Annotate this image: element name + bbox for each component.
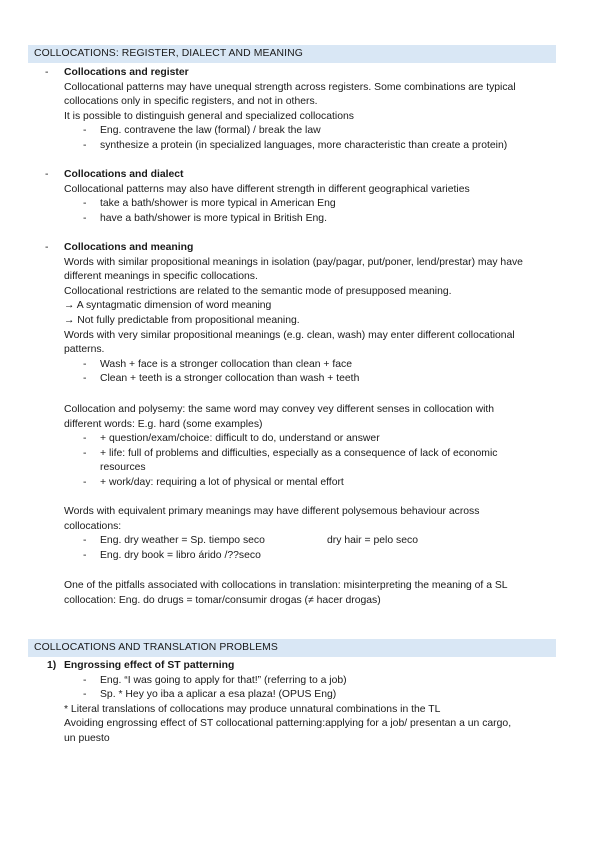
list-item-text: + question/exam/choice: difficult to do, understand or answer (100, 433, 380, 445)
arrow-line: → Not fully predictable from propositional meaning. (64, 314, 300, 326)
arrow-line: → A syntagmatic dimension of word meaning (64, 300, 272, 312)
list-item (0, 432, 600, 447)
bullet-marker: - (45, 67, 49, 78)
meaning-paragraph-line: different meanings in specific collocations. (64, 271, 258, 283)
list-item (0, 549, 600, 564)
dash-marker: - (83, 139, 87, 151)
register-title: Collocations and register (64, 67, 189, 78)
list-item-text: take a bath/shower is more typical in American Eng (100, 198, 336, 210)
dash-marker: - (83, 198, 87, 210)
equivalent-meanings-block (0, 505, 600, 563)
dash-marker: - (83, 535, 87, 547)
translation-paragraph-line: un puesto (64, 732, 110, 744)
list-item-text: + life: full of problems and difficulties, especially as a consequence of lack of economic (100, 447, 498, 459)
list-item-text: Eng. “I was going to apply for that!” (referring to a job) (100, 674, 347, 686)
dash-marker: - (83, 358, 87, 370)
dash-marker: - (83, 373, 87, 385)
list-item-text: Clean + teeth is a stronger collocation than wash + teeth (100, 373, 360, 385)
bullet-marker: - (45, 169, 49, 180)
list-item-text: Wash + face is a stronger collocation than clean + face (100, 358, 353, 370)
translation-title: Engrossing effect of ST patterning (64, 660, 235, 671)
list-number: 1) (47, 660, 57, 671)
meaning-title: Collocations and meaning (64, 242, 194, 253)
polysemy-paragraph-line: different words: E.g. hard (some examples) (64, 418, 263, 430)
meaning-paragraph-line: Words with very similar propositional meanings (e.g. clean, wash) may enter different collocational (64, 329, 515, 341)
list-item (0, 212, 600, 227)
list-item (0, 372, 600, 387)
list-item (0, 124, 600, 139)
list-item-continuation: resources (100, 462, 146, 474)
list-item (0, 534, 600, 549)
meaning-paragraph-line: Collocational restrictions are related to the semantic mode of presupposed meaning. (64, 285, 452, 297)
list-item (0, 358, 600, 373)
meaning-paragraph-line: Words with similar propositional meanings in isolation (pay/pagar, put/poner, lend/prestar) may have (64, 256, 523, 268)
dash-marker: - (83, 549, 87, 561)
list-item-text: Eng. dry book = libro árido /??seco (100, 549, 261, 561)
dialect-title: Collocations and dialect (64, 169, 184, 180)
list-item (0, 447, 600, 462)
polysemy-paragraph-line: Collocation and polysemy: the same word may convey vey different senses in collocation with (64, 404, 495, 415)
list-item-text: Eng. contravene the law (formal) / break the law (100, 125, 321, 137)
pitfalls-paragraph-line: collocation: Eng. do drugs = tomar/consumir drogas (≠ hacer drogas) (64, 594, 381, 606)
register-section (0, 66, 600, 154)
dash-marker: - (83, 476, 87, 488)
dash-marker: - (83, 689, 87, 701)
translation-section (0, 659, 600, 747)
list-item (0, 688, 600, 703)
list-item (0, 139, 600, 154)
section-heading-translation-problems: COLLOCATIONS AND TRANSLATION PROBLEMS (28, 639, 556, 657)
list-item (0, 476, 600, 491)
meaning-section (0, 241, 600, 387)
list-item-text: + work/day: requiring a lot of physical or mental effort (100, 476, 344, 488)
dash-marker: - (83, 447, 87, 459)
equivalent-paragraph-line: collocations: (64, 520, 122, 532)
dialect-section (0, 168, 600, 226)
dash-marker: - (83, 125, 87, 137)
section-heading-register-dialect-meaning: COLLOCATIONS: REGISTER, DIALECT AND MEANING (28, 45, 556, 63)
register-paragraph-line: It is possible to distinguish general and specialized collocations (64, 110, 354, 122)
list-item (0, 674, 600, 689)
pitfalls-paragraph-line: One of the pitfalls associated with collocations in translation: misinterpreting the meaning of a SL (64, 580, 508, 591)
register-paragraph-line: collocations only in specific registers, and not in others. (64, 96, 318, 108)
equivalent-paragraph-line: Words with equivalent primary meanings may have different polysemous behaviour across (64, 506, 480, 517)
polysemy-block (0, 403, 600, 491)
translation-paragraph-line: Avoiding engrossing effect of ST collocational patterning:applying for a job/ presentan a un cargo, (64, 718, 512, 730)
pitfalls-block (0, 579, 600, 608)
list-item-text: synthesize a protein (in specialized languages, more characteristic than create a protein) (100, 139, 508, 151)
bullet-marker: - (45, 242, 49, 253)
dash-marker: - (83, 433, 87, 445)
list-item (0, 197, 600, 212)
dash-marker: - (83, 212, 87, 224)
dialect-paragraph-line: Collocational patterns may also have different strength in different geographical varieties (64, 183, 470, 195)
list-item-text: Eng. dry weather = Sp. tiempo seco (100, 535, 265, 547)
register-paragraph-line: Collocational patterns may have unequal strength across registers. Some combinations are typical (64, 81, 516, 93)
meaning-paragraph-line: patterns. (64, 344, 105, 356)
list-item-text: have a bath/shower is more typical in British Eng. (100, 212, 327, 224)
translation-note: * Literal translations of collocations may produce unnatural combinations in the TL (64, 703, 441, 715)
list-item-text: Sp. * Hey yo iba a aplicar a esa plaza! (OPUS Eng) (100, 689, 337, 701)
dash-marker: - (83, 674, 87, 686)
list-item-text-second-column: dry hair = pelo seco (327, 535, 418, 547)
